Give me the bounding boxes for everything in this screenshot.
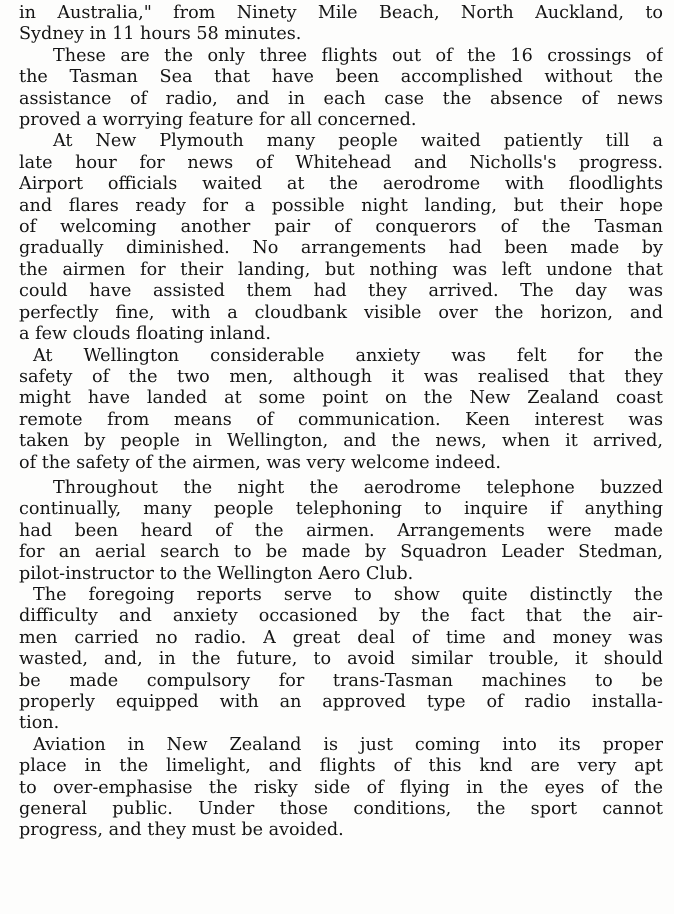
article-paragraph <box>19 735 663 842</box>
text-line: might have landed at some point on the New Zealand coast <box>19 388 663 409</box>
text-line: tion. <box>19 713 60 734</box>
article-paragraph <box>19 478 663 585</box>
text-line: the airmen for their landing, but nothing was left undone that <box>19 259 663 280</box>
text-line: remote from means of communication. Keen interest was <box>19 409 663 430</box>
text-line: of welcoming another pair of conquerors of the Tasman <box>19 217 663 238</box>
text-line: late hour for news of Whitehead and Nicholls's progress. <box>19 152 663 173</box>
text-line: pilot-instructor to the Wellington Aero Club. <box>19 563 414 584</box>
text-line: The foregoing reports serve to show quite distinctly the <box>33 584 663 605</box>
text-line: wasted, and, in the future, to avoid similar trouble, it should <box>19 649 663 670</box>
text-line: and flares ready for a possible night landing, but their hope <box>19 195 663 216</box>
text-line: proved a worrying feature for all concerned. <box>19 110 417 131</box>
text-line: assistance of radio, and in each case the absence of news <box>19 88 663 109</box>
text-line: in Australia," from Ninety Mile Beach, North Auckland, to <box>19 3 663 23</box>
text-line: had been heard of the airmen. Arrangements were made <box>19 520 663 541</box>
text-line: continually, many people telephoning to inquire if anything <box>19 499 663 520</box>
text-line: At Wellington considerable anxiety was felt for the <box>33 345 663 366</box>
text-line: gradually diminished. No arrangements had been made by <box>19 238 663 259</box>
text-line: These are the only three flights out of the 16 crossings of <box>53 45 663 66</box>
text-line: Throughout the night the aerodrome telephone buzzed <box>53 477 663 498</box>
article-paragraph <box>19 46 663 132</box>
text-line: a few clouds floating inland. <box>19 324 271 345</box>
text-line: the Tasman Sea that have been accomplished without the <box>19 67 663 88</box>
article-column <box>19 3 663 842</box>
article-paragraph <box>19 346 663 474</box>
text-line: Airport officials waited at the aerodrome with floodlights <box>19 174 663 195</box>
text-line: safety of the two men, although it was realised that they <box>19 366 663 387</box>
article-paragraph <box>19 3 663 46</box>
text-line: difficulty and anxiety occasioned by the fact that the air- <box>19 606 663 627</box>
text-line: taken by people in Wellington, and the news, when it arrived, <box>19 431 663 452</box>
text-line: men carried no radio. A great deal of time and money was <box>19 627 663 648</box>
text-line: be made compulsory for trans-Tasman machines to be <box>19 670 663 691</box>
text-line: of the safety of the airmen, was very welcome indeed. <box>19 452 501 473</box>
text-line: place in the limelight, and flights of this knd are very apt <box>19 756 663 777</box>
article-paragraph <box>19 585 663 735</box>
text-line: to over-emphasise the risky side of flying in the eyes of the <box>19 777 663 798</box>
article-paragraph <box>19 131 663 345</box>
text-line: At New Plymouth many people waited patiently till a <box>53 131 663 152</box>
text-line: Aviation in New Zealand is just coming into its proper <box>33 734 663 755</box>
text-line: for an aerial search to be made by Squadron Leader Stedman, <box>19 542 663 563</box>
text-line: general public. Under those conditions, the sport cannot <box>19 799 663 820</box>
text-line: could have assisted them had they arrived. The day was <box>19 281 663 302</box>
text-line: properly equipped with an approved type of radio installa- <box>19 692 663 712</box>
text-line: Sydney in 11 hours 58 minutes. <box>19 24 302 45</box>
text-line: progress, and they must be avoided. <box>19 820 344 841</box>
text-line: perfectly fine, with a cloudbank visible over the horizon, and <box>19 302 663 323</box>
